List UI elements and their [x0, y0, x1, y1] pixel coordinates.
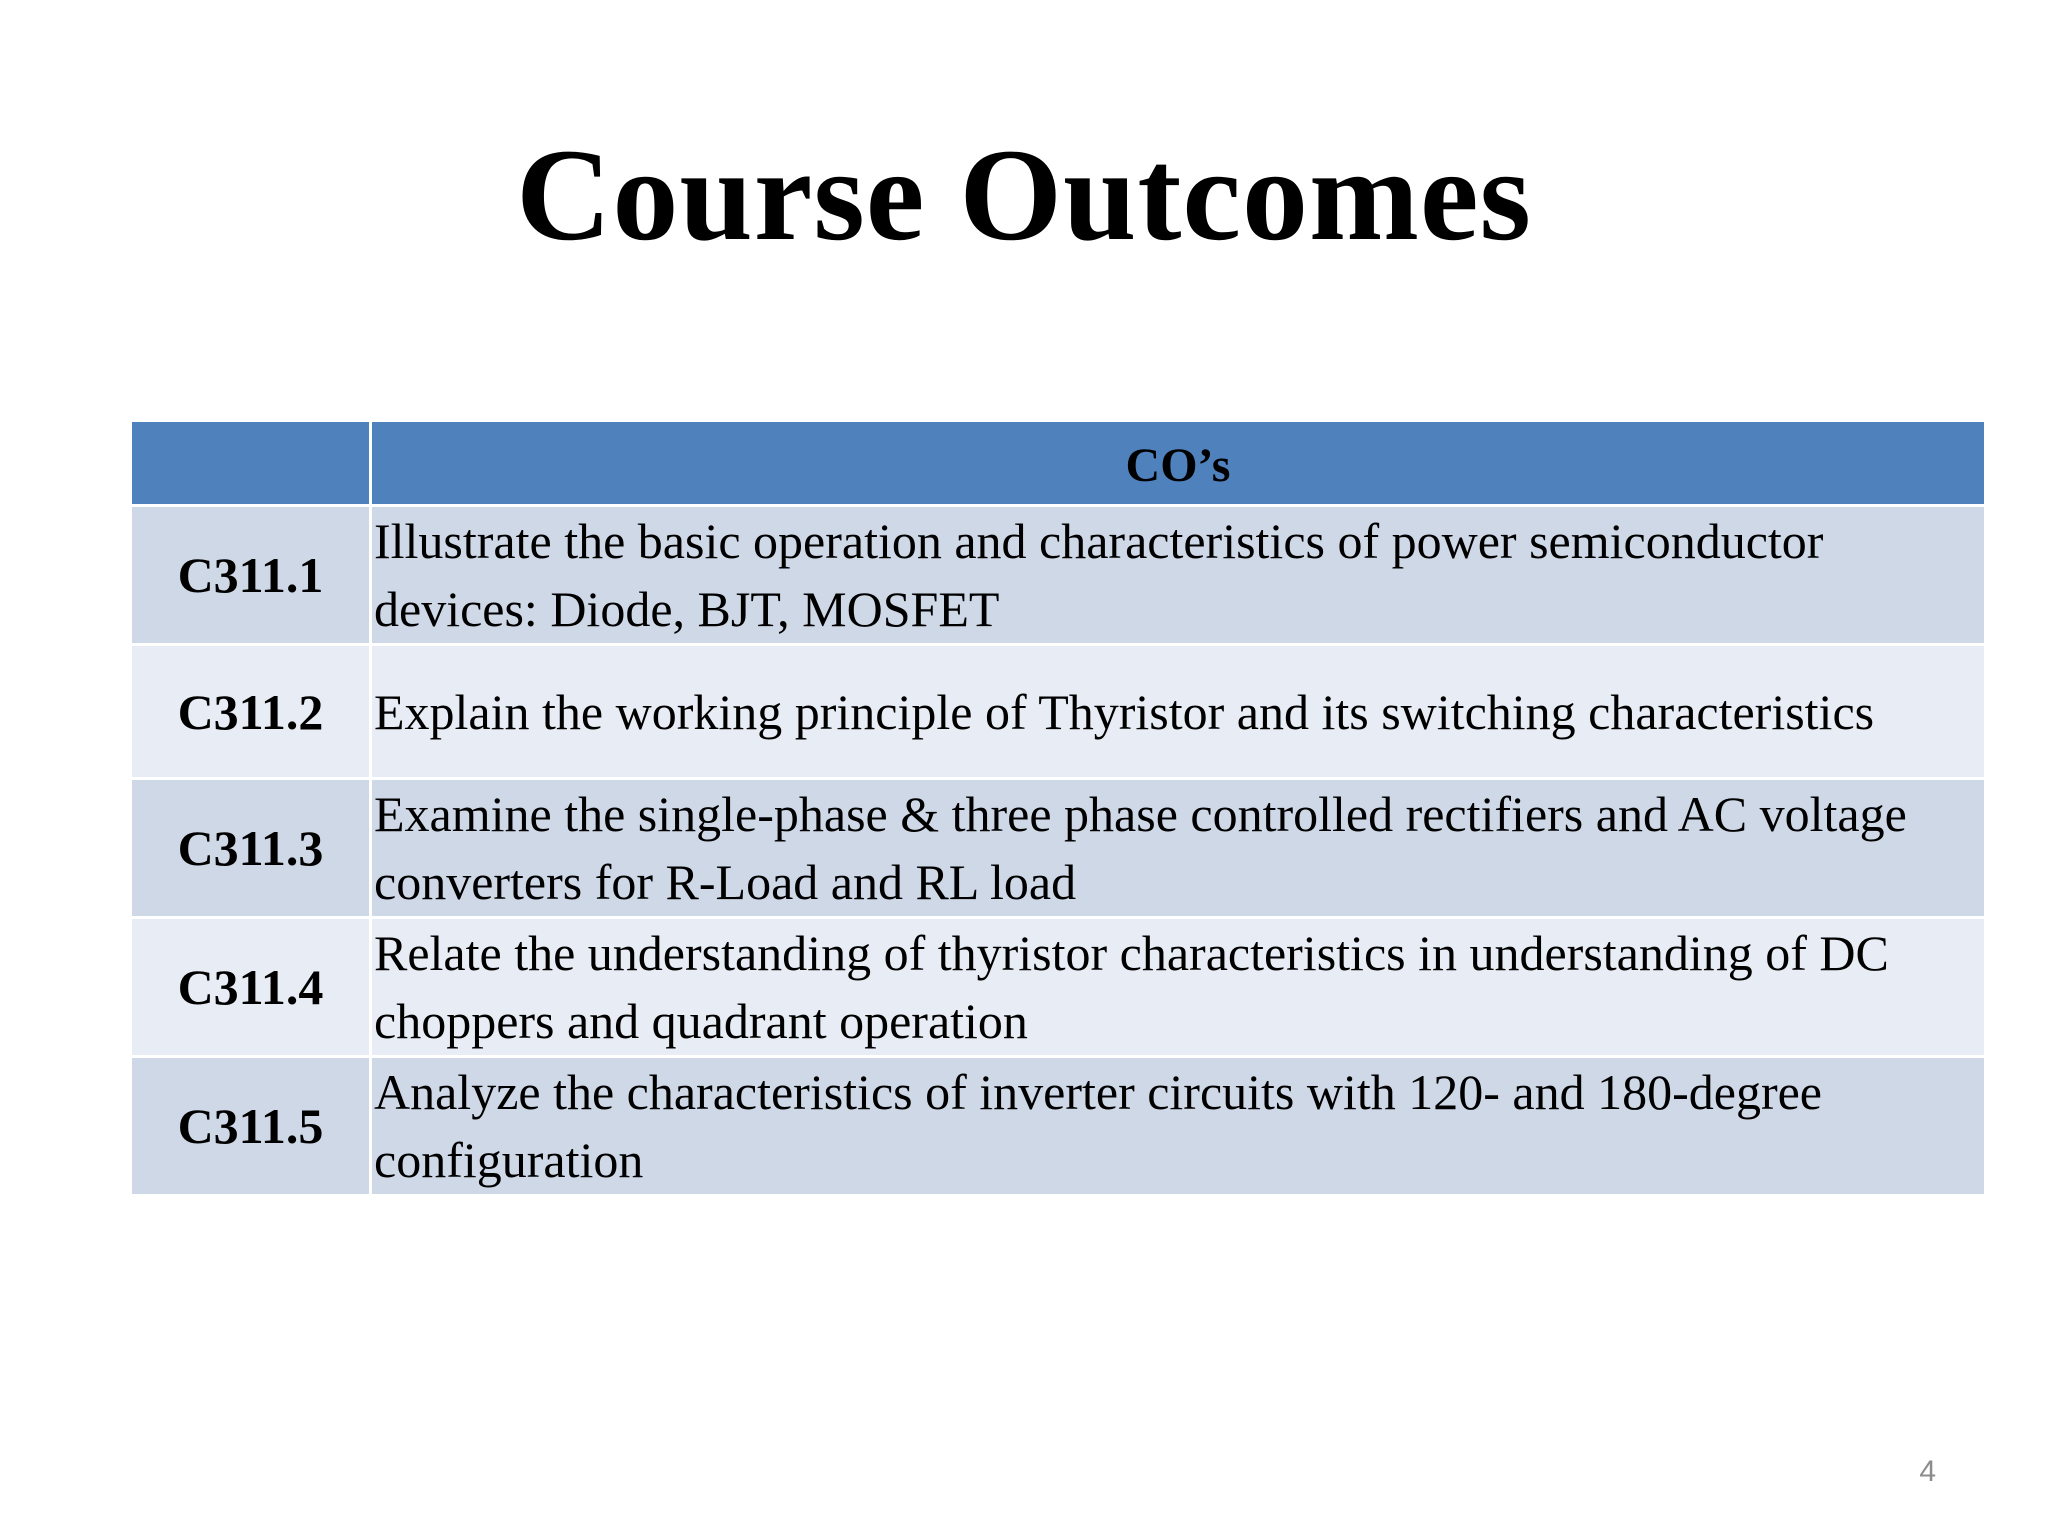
co-description-cell: Analyze the characteristics of inverter circuits with 120- and 180-degree configuration [371, 1057, 1986, 1196]
co-description-cell: Examine the single-phase & three phase controlled rectifiers and AC voltage converters for R-Load and RL load [371, 779, 1986, 918]
co-code-cell: C311.5 [131, 1057, 371, 1196]
co-code-cell: C311.1 [131, 506, 371, 645]
header-description-cell: CO’s [371, 421, 1986, 506]
table-header-row [131, 421, 1986, 506]
co-code-cell: C311.2 [131, 645, 371, 779]
co-code-cell: C311.3 [131, 779, 371, 918]
table-row [131, 506, 1986, 645]
table-row [131, 1057, 1986, 1196]
page-number: 4 [1919, 1455, 1936, 1488]
header-code-cell [131, 421, 371, 506]
co-description-cell: Explain the working principle of Thyristor and its switching characteristics [371, 645, 1986, 779]
table-row [131, 779, 1986, 918]
slide-title: Course Outcomes [516, 121, 1532, 268]
course-outcomes-table [129, 419, 1987, 1197]
co-description-cell: Illustrate the basic operation and characteristics of power semiconductor devices: Diode, BJT, MOSFET [371, 506, 1986, 645]
table-row [131, 645, 1986, 779]
table-row [131, 918, 1986, 1057]
co-code-cell: C311.4 [131, 918, 371, 1057]
co-description-cell: Relate the understanding of thyristor characteristics in understanding of DC choppers and quadrant operation [371, 918, 1986, 1057]
